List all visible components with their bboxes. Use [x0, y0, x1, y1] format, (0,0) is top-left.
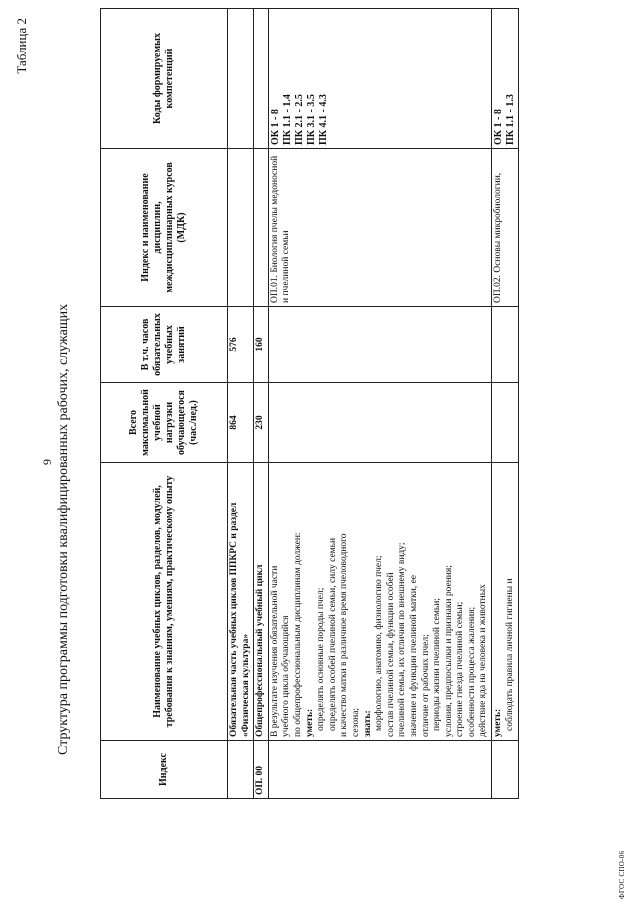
- row-mdk: ОП.02. Основы микробиологии,: [492, 149, 519, 307]
- row-codes: [268, 9, 491, 149]
- content-line: отличие от рабочих пчел;: [420, 634, 431, 737]
- row-mandatory: 160: [254, 307, 269, 383]
- competence-code: ПК 4.1 - 4.3: [317, 94, 329, 145]
- row-total: 864: [228, 383, 254, 463]
- content-line: определять основные породы пчел;: [316, 587, 327, 731]
- table-row: [254, 9, 269, 799]
- row-mandatory: 576: [228, 307, 254, 383]
- content-line: и качество матки в различное время пчеловодного: [339, 533, 350, 737]
- competence-code: ПК 3.1 - 3.5: [305, 94, 317, 145]
- content-line: учебного цикла обучающийся: [281, 615, 292, 737]
- table-row: [228, 9, 254, 799]
- content-line: определять особей пчелиной семьи, силу семьи: [327, 537, 338, 731]
- row-mdk: [228, 149, 254, 307]
- structure-table: [100, 8, 519, 799]
- competence-code: ПК 1.1 - 1.3: [505, 94, 517, 145]
- competence-code: ПК 2.1 - 2.5: [293, 94, 305, 145]
- content-line: состав пчелиной семьи, функции особей: [385, 572, 396, 737]
- content-line: по общепрофессиональным дисциплинам должен:: [292, 532, 303, 737]
- content-line: периоды жизни пчелиной семьи;: [432, 598, 443, 731]
- content-line: В результате изучения обязательной части: [269, 565, 280, 737]
- table-row: [268, 9, 491, 799]
- content-line: сезона;: [350, 707, 361, 737]
- row-index: [268, 741, 491, 799]
- row-name: Общепрофессиональный учебный цикл: [254, 463, 269, 741]
- header-name: Наименование учебных циклов, разделов, модулей, требования к знаниям, умениям, практическому опыту: [101, 463, 228, 741]
- content-line: морфологию, анатомию, физиологию пчел;: [374, 555, 385, 731]
- footer-mark: ФГОС СПО-06: [618, 850, 626, 899]
- row-codes: [228, 9, 254, 149]
- row-index: [492, 741, 519, 799]
- row-content: [268, 463, 491, 741]
- page-number: 9: [40, 459, 54, 465]
- content-line: значение и функции пчелиной матки, ее: [408, 574, 419, 737]
- content-line-label: уметь:: [304, 708, 315, 737]
- row-content: [492, 463, 519, 741]
- content-line-label: уметь:: [493, 708, 504, 737]
- content-line-label: знать:: [362, 710, 373, 737]
- header-codes: Коды формируемых компетенций: [101, 9, 228, 149]
- row-mandatory: [268, 307, 491, 383]
- row-mdk: ОП.01. Биология пчелы медоносной и пчелиной семьи: [268, 149, 491, 307]
- row-total: 230: [254, 383, 269, 463]
- row-index: ОП. 00: [254, 741, 269, 799]
- header-index: Индекс: [101, 741, 228, 799]
- row-total: [492, 383, 519, 463]
- content-line: особенности процесса жаления;: [466, 606, 477, 737]
- content-line: пчелиной семьи, их отличия по внешнему виду;: [397, 542, 408, 737]
- content-line: условия, предпосылки и признаки роения;: [443, 565, 454, 737]
- row-index: [228, 741, 254, 799]
- document-title: Структура программы подготовки квалифицированных рабочих, служащих: [56, 303, 71, 755]
- content-line: соблюдать правила личной гигиены и: [504, 578, 515, 731]
- competence-code: ПК 1.1 - 1.4: [281, 94, 293, 145]
- content-line: строение гнезда пчелиной семьи;: [455, 601, 466, 737]
- table-caption: Таблица 2: [14, 18, 29, 74]
- row-name: Обязательная часть учебных циклов ППКРС и раздел «Физическая культура»: [228, 463, 254, 741]
- content-line: действие яда на человека и животных: [478, 584, 489, 737]
- table-header-row: [101, 9, 228, 799]
- header-mandatory: В т.ч. часов обязательных учебных занятий: [101, 307, 228, 383]
- row-codes: [492, 9, 519, 149]
- row-mdk: [254, 149, 269, 307]
- competence-code: ОК 1 - 8: [493, 109, 505, 145]
- row-total: [268, 383, 491, 463]
- header-mdk: Индекс и наименование дисциплин, междисциплинарных курсов (МДК): [101, 149, 228, 307]
- row-mandatory: [492, 307, 519, 383]
- competence-code: ОК 1 - 8: [269, 109, 281, 145]
- row-codes: [254, 9, 269, 149]
- table-row: [492, 9, 519, 799]
- header-total: Всего максимальной учебной нагрузки обучающегося (час./нед.): [101, 383, 228, 463]
